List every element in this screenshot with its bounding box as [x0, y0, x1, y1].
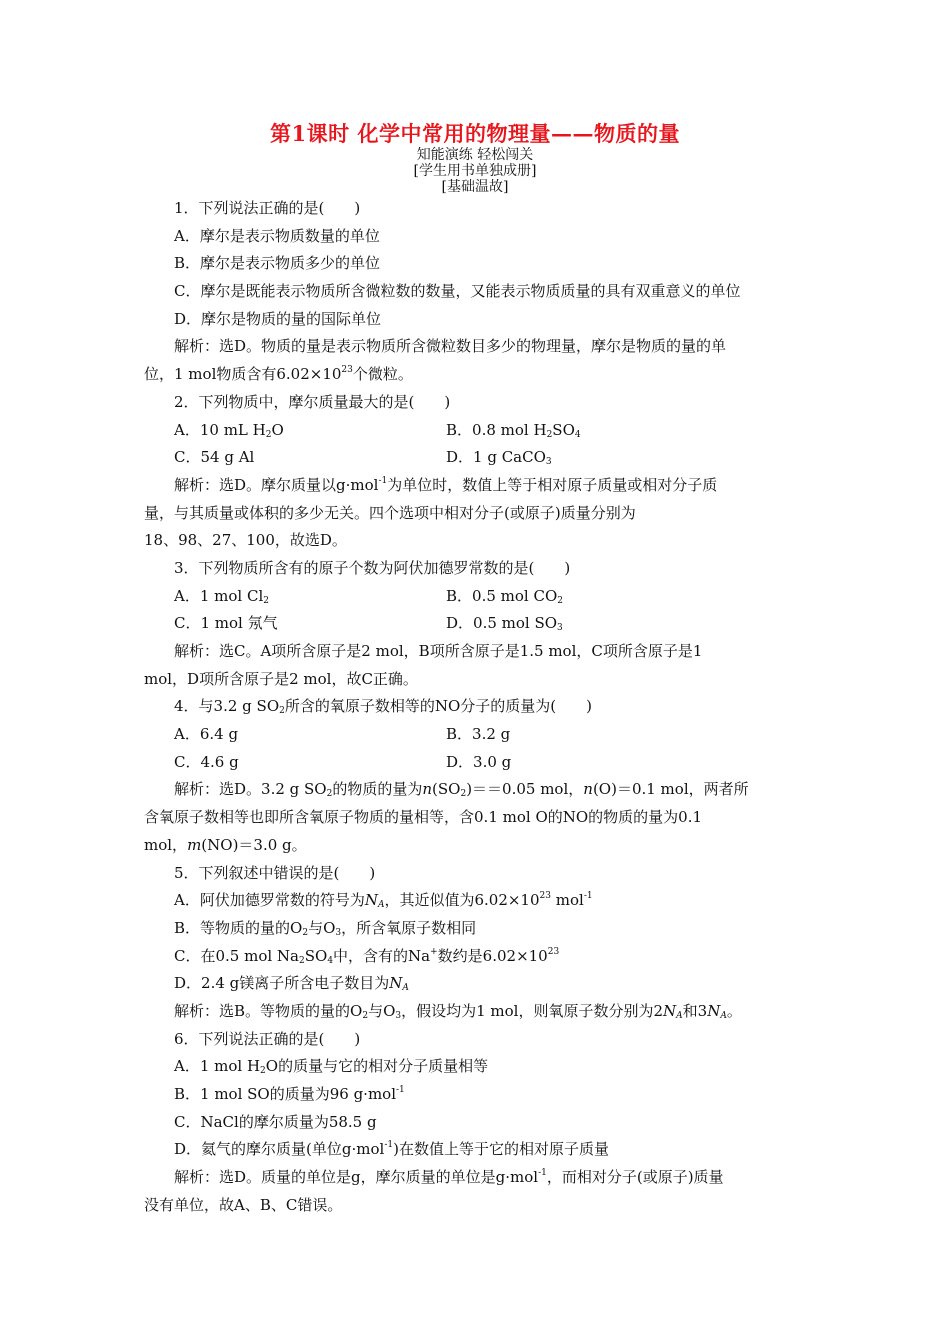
option-a: A．1 mol $Cl_2$	[174, 586, 269, 606]
option-d: D．3.0 g	[446, 752, 512, 771]
option-row	[144, 444, 816, 472]
option-b: B．1 mol SO的质量为96 g·mol$^{-1}$	[174, 1085, 405, 1103]
option-d: D．氦气的摩尔质量(单位g·mol$^{-1}$)在数值上等于它的相对原子质量	[174, 1140, 609, 1159]
option-c: C．54 g Al	[174, 448, 255, 467]
analysis-cont: mol，m(NO)＝3.0 g。	[144, 835, 307, 854]
option-d: D．1 g CaCO$_3$	[446, 448, 552, 468]
question-stem: 5．下列叙述中错误的是( )	[174, 863, 376, 882]
question-stem: 1．下列说法正确的是( )	[174, 199, 361, 217]
question-stem: 4．与3.2 g $SO_2$所含的氧原子数相等的NO分子的质量为( )	[174, 697, 592, 717]
analysis: 解析：选D。质量的单位是g，摩尔质量的单位是g·mol$^{-1}$，而相对分子(或原子)质量	[174, 1168, 724, 1187]
option-row	[144, 721, 816, 749]
option-row	[144, 417, 816, 445]
book-note: [学生用书单独成册]	[413, 163, 537, 179]
analysis: 解析：选D。3.2 g $SO_2$的物质的量为$n(SO_2)==0.05$ mol，n(O)＝0.1 mol，两者所	[174, 780, 749, 800]
analysis: 解析：选D。摩尔质量以g·mol$^{-1}$为单位时，数值上等于相对原子质量或相对分子质	[174, 475, 718, 494]
option-a: A．6.4 g	[174, 725, 239, 744]
page-title: 第1课时 化学中常用的物理量——物质的量	[270, 121, 680, 146]
option-c: C．1 mol 氖气	[174, 614, 278, 633]
option-row	[144, 583, 816, 611]
analysis: 解析：选C。A项所含原子是2 mol，B项所含原子是1.5 mol，C项所含原子是1	[174, 642, 703, 660]
analysis-cont: 没有单位，故A、B、C错误。	[144, 1195, 343, 1214]
subtitle-line: 知能演练 轻松闯关	[416, 147, 534, 163]
option-b: B．等物质的量的$O_2$与$O_3$，所含氧原子数相同	[174, 918, 477, 938]
analysis-cont: 18、98、27、100，故选D。	[144, 531, 347, 550]
option-row	[144, 749, 816, 777]
option-c: C．NaCl的摩尔质量为58.5 g	[174, 1112, 377, 1131]
option-d: D．0.5 mol $SO_3$	[446, 614, 563, 634]
option-a: A．10 mL $H_2O$	[174, 420, 284, 440]
analysis-cont: mol，D项所含原子是2 mol，故C正确。	[144, 669, 418, 688]
option-b: B．3.2 g	[446, 725, 511, 744]
analysis-cont: 位，1 mol物质含有$6.02\times 10^{23}$个微粒。	[144, 365, 413, 384]
analysis-cont: 含氧原子数相等也即所含氧原子物质的量相等，含0.1 mol O的NO的物质的量为0.1	[144, 808, 703, 827]
option-b: B．0.8 mol $H_2SO_4$	[446, 420, 581, 440]
analysis: 解析：选B。等物质的量的$O_2$与$O_3$，假设均为1 mol，则氧原子数分别为$2N_A$和$3N_A$。	[174, 1001, 742, 1021]
option-d: D．摩尔是物质的量的国际单位	[174, 309, 382, 328]
section-label: [基础温故]	[441, 179, 509, 195]
option-a: A．1 mol $H_2O$的质量与它的相对分子质量相等	[174, 1057, 489, 1077]
option-b: B．摩尔是表示物质多少的单位	[174, 254, 381, 273]
option-c: C．4.6 g	[174, 752, 239, 771]
question-stem: 6．下列说法正确的是( )	[174, 1029, 361, 1048]
question-list	[144, 195, 816, 1219]
option-a: A．阿伏加德罗常数的符号为$N_A$，其近似值为$6.02\times 10^{23}$ mol$^{-1}$	[174, 891, 593, 911]
question-stem: 3．下列物质所含有的原子个数为阿伏加德罗常数的是( )	[174, 558, 571, 577]
option-b: B．0.5 mol $CO_2$	[446, 586, 563, 606]
analysis-cont: 量，与其质量或体积的多少无关。四个选项中相对分子(或原子)质量分别为	[144, 503, 636, 522]
option-row	[144, 610, 816, 638]
option-d: D．2.4 g镁离子所含电子数目为$N_A$	[174, 974, 409, 994]
analysis: 解析：选D。物质的量是表示物质所含微粒数目多少的物理量，摩尔是物质的量的单	[174, 337, 727, 356]
option-c: C．在0.5 mol $Na_2SO_4$中，含有的Na+数约是$6.02\times 10^{23}$	[174, 946, 560, 966]
option-c: C．摩尔是既能表示物质所含微粒数的数量，又能表示物质质量的具有双重意义的单位	[174, 282, 741, 301]
option-a: A．摩尔是表示物质数量的单位	[174, 226, 380, 245]
question-stem: 2．下列物质中，摩尔质量最大的是( )	[174, 392, 451, 411]
